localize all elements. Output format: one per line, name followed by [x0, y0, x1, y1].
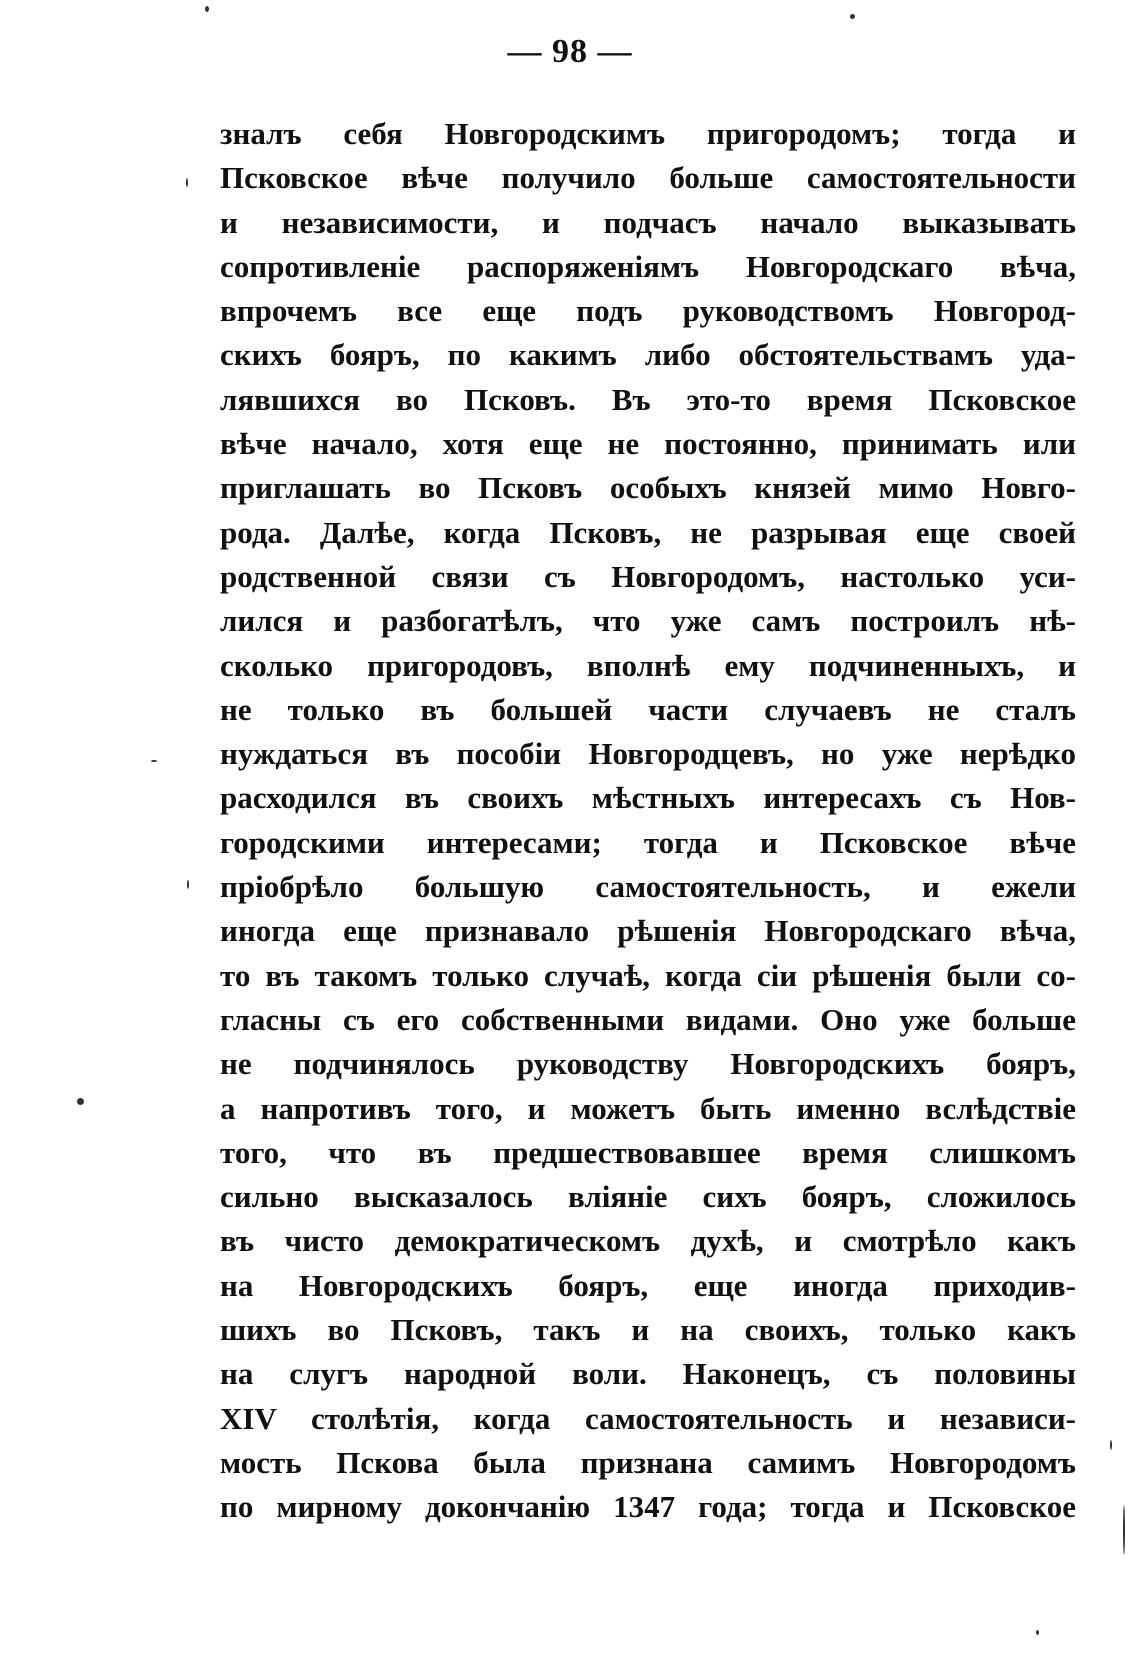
- text-line: и независимости, и подчасъ начало выказывать: [220, 204, 1076, 240]
- scan-speck: [151, 760, 157, 762]
- text-line: лявшихся во Псковъ. Въ это-то время Псковское: [220, 381, 1076, 417]
- text-line: сколько пригородовъ, вполнѣ ему подчиненныхъ, и: [220, 647, 1076, 683]
- scan-speck: [205, 6, 209, 12]
- text-line: того, что въ предшествовавшее время слишкомъ: [220, 1134, 1076, 1170]
- text-line: зналъ себя Новгородскимъ пригородомъ; тогда и: [220, 116, 1076, 151]
- scan-speck: [186, 178, 188, 187]
- text-line: впрочемъ все еще подъ руководствомъ Новгород-: [220, 293, 1076, 329]
- scan-speck: [187, 880, 189, 889]
- page-number: — 98 —: [507, 33, 633, 70]
- text-line: а напротивъ того, и можетъ быть именно вслѣдствіе: [220, 1090, 1076, 1126]
- text-line: не подчинялось руководству Новгородскихъ бояръ,: [220, 1046, 1076, 1082]
- text-line: на Новгородскихъ бояръ, еще иногда приходив-: [220, 1267, 1076, 1303]
- text-line: городскими интересами; тогда и Псковское вѣче: [220, 824, 1076, 860]
- scan-speck: [77, 1098, 84, 1105]
- text-line: лился и разбогатѣлъ, что уже самъ построилъ нѣ-: [220, 603, 1076, 639]
- text-line: родственной связи съ Новгородомъ, настолько уси-: [220, 558, 1076, 594]
- text-line: пріобрѣло большую самостоятельность, и ежели: [220, 869, 1076, 905]
- text-line: въ чисто демократическомъ духѣ, и смотрѣло какъ: [220, 1223, 1076, 1259]
- text-line: шихъ во Псковъ, такъ и на своихъ, только какъ: [220, 1312, 1076, 1348]
- text-line: сильно высказалось вліяніе сихъ бояръ, сложилось: [220, 1179, 1076, 1215]
- text-line: XIV столѣтія, когда самостоятельность и независи-: [220, 1400, 1076, 1436]
- text-line: по мирному докончанію 1347 года; тогда и Псковское: [220, 1489, 1076, 1525]
- text-line: Псковское вѣче получило больше самостоятельности: [220, 160, 1076, 196]
- text-line: мость Пскова была признана самимъ Новгородомъ: [220, 1444, 1076, 1480]
- text-line: иногда еще признавало рѣшенія Новгородскаго вѣча,: [220, 913, 1076, 949]
- text-line: гласны съ его собственными видами. Оно уже больше: [220, 1001, 1076, 1037]
- text-line: скихъ бояръ, по какимъ либо обстоятельствамъ уда-: [220, 337, 1076, 373]
- body-text: [220, 112, 1076, 1530]
- text-line: не только въ большей части случаевъ не сталъ: [220, 691, 1076, 727]
- text-line: приглашать во Псковъ особыхъ князей мимо Новго-: [220, 470, 1076, 506]
- text-line: расходился въ своихъ мѣстныхъ интересахъ съ Нов-: [220, 780, 1076, 816]
- scan-speck: [1036, 1630, 1039, 1635]
- text-line: сопротивленіе распоряженіямъ Новгородскаго вѣча,: [220, 248, 1076, 284]
- text-line: рода. Далѣе, когда Псковъ, не разрывая еще своей: [220, 514, 1076, 550]
- text-line: вѣче начало, хотя еще не постоянно, принимать или: [220, 426, 1076, 462]
- text-line: на слугъ народной воли. Наконецъ, съ половины: [220, 1356, 1076, 1392]
- scan-speck: [1110, 1440, 1112, 1450]
- scan-speck: [850, 14, 855, 19]
- text-line: то въ такомъ только случаѣ, когда сіи рѣшенія были со-: [220, 957, 1076, 993]
- text-line: нуждаться въ пособіи Новгородцевъ, но уже нерѣдко: [220, 736, 1076, 772]
- scan-speck: [1123, 1505, 1125, 1555]
